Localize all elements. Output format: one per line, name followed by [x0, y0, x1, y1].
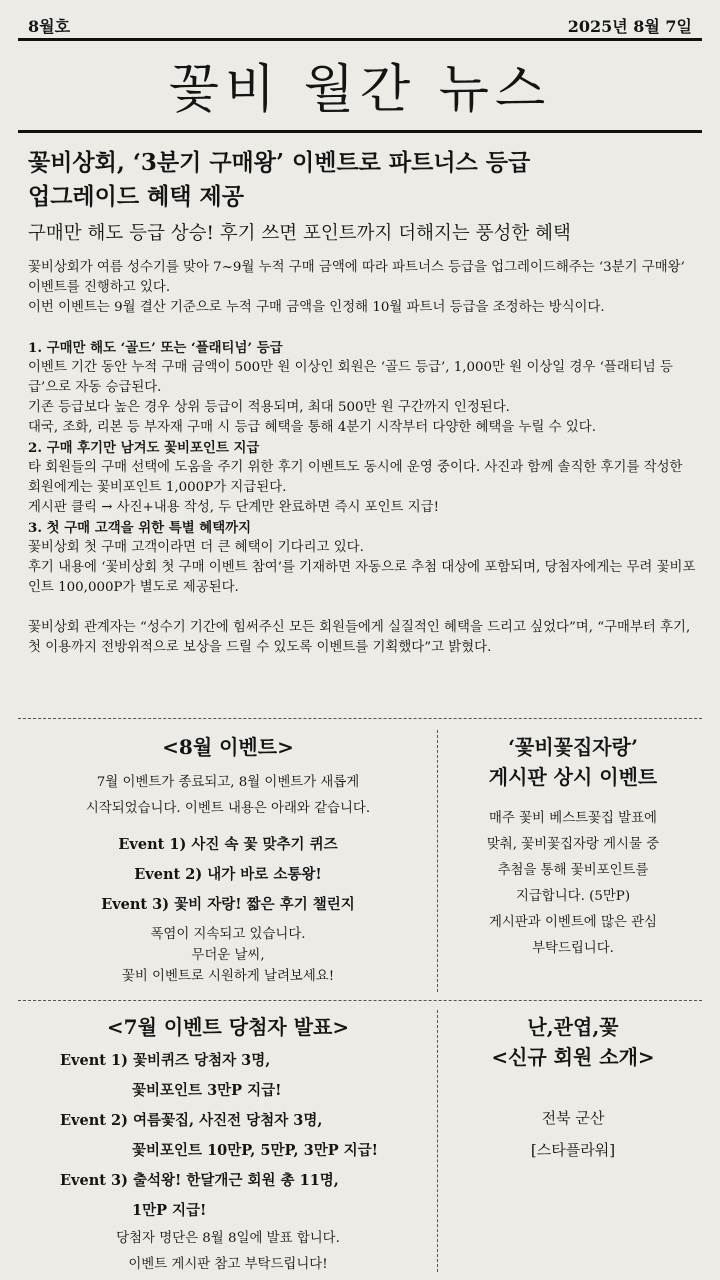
- board-line-2: 맞춰, 꽃비꽃집자랑 게시물 중: [486, 837, 660, 852]
- divider-lower: [18, 1000, 702, 1001]
- july-note-1: 당첨자 명단은 8월 8일에 발표 합니다.: [116, 1231, 340, 1246]
- new-member-region: 전북 군산: [541, 1109, 605, 1127]
- new-member-box: [446, 1012, 700, 1166]
- august-intro-1: 7월 이벤트가 종료되고, 8월 이벤트가 새롭게: [96, 775, 360, 790]
- main-headline: [28, 146, 692, 214]
- top-bar: [28, 10, 692, 40]
- august-event-box: [28, 732, 428, 988]
- july-event-1-a: Event 1) 꽃비퀴즈 당첨자 3명,: [60, 1052, 271, 1069]
- august-event-2: Event 2) 내가 바로 소통왕!: [134, 866, 322, 883]
- masthead-title: 꽃비 월간 뉴스: [168, 59, 552, 120]
- july-note-2: 이벤트 게시판 참고 부탁드립니다!: [128, 1257, 328, 1272]
- section-3-title: 3. 첫 구매 고객을 위한 특별 혜택까지: [28, 520, 252, 536]
- intro-paragraph-2: 이번 이벤트는 9월 결산 기준으로 누적 구매 금액을 인정해 10월 파트너 등급을 조정하는 방식이다.: [28, 300, 605, 315]
- divider-vertical-upper: [437, 730, 438, 992]
- issue-label: 8월호: [28, 16, 71, 36]
- masthead-rule: [18, 130, 702, 133]
- board-event-box: [446, 732, 700, 962]
- section-3-text-b: 후기 내용에 ‘꽃비상회 첫 구매 이벤트 참여’를 기재하면 자동으로 추첨 대상에 포함되며, 당첨자에게는 무려 꽃비포인트 100,000P가 별도로 제공된다.: [28, 560, 696, 595]
- august-outro-2: 무더운 날씨,: [191, 948, 265, 963]
- august-outro-3: 꽃비 이벤트로 시원하게 날려보세요!: [121, 969, 335, 984]
- intro-paragraph-1: 꽃비상회가 여름 성수기를 맞아 7~9월 누적 구매 금액에 따라 파트너스 등급을 업그레이드해주는 ‘3분기 구매왕’ 이벤트를 진행하고 있다.: [28, 260, 685, 295]
- section-3-text-a: 꽃비상회 첫 구매 고객이라면 더 큰 혜택이 기다리고 있다.: [28, 540, 364, 555]
- july-event-2-a: Event 2) 여름꽃집, 사진전 당첨자 3명,: [60, 1112, 323, 1129]
- section-2-title: 2. 구매 후기만 남겨도 꽃비포인트 지급: [28, 440, 260, 456]
- headline-line-1: 꽃비상회, ‘3분기 구매왕’ 이벤트로 파트너스 등급: [28, 149, 531, 176]
- board-line-6: 부탁드립니다.: [532, 941, 614, 956]
- section-1-text-b: 기존 등급보다 높은 경우 상위 등급이 적용되며, 최대 500만 원 구간까지 인정된다.: [28, 400, 510, 415]
- board-line-1: 매주 꽃비 베스트꽃집 발표에: [489, 811, 657, 826]
- new-member-title-1: 난,관엽,꽃: [527, 1015, 619, 1039]
- new-member-title-2: <신규 회원 소개>: [491, 1045, 655, 1069]
- july-winners-title: <7월 이벤트 당첨자 발표>: [106, 1015, 350, 1039]
- august-event-1: Event 1) 사진 속 꽃 맞추기 퀴즈: [118, 836, 338, 853]
- august-intro-2: 시작되었습니다. 이벤트 내용은 아래와 같습니다.: [85, 801, 371, 816]
- august-event-title: <8월 이벤트>: [162, 735, 294, 759]
- july-event-2-b: 꽃비포인트 10만P, 5만P, 3만P 지급!: [132, 1142, 379, 1159]
- divider-upper: [18, 718, 702, 719]
- board-line-4: 지급합니다. (5만P): [515, 889, 631, 904]
- july-winners-list: [28, 1046, 428, 1226]
- new-member-shop: [스타플라워]: [530, 1141, 616, 1159]
- august-outro-1: 폭염이 지속되고 있습니다.: [150, 927, 306, 942]
- july-event-3-b: 1만P 지급!: [132, 1202, 207, 1219]
- july-winners-box: [28, 1012, 428, 1278]
- section-2-text-b: 게시판 클릭 → 사진+내용 작성, 두 단계만 완료하면 즉시 포인트 지급!: [28, 500, 439, 515]
- issue-date: 2025년 8월 7일: [567, 16, 692, 36]
- board-line-5: 게시판과 이벤트에 많은 관심: [489, 915, 657, 930]
- section-1-text-c: 대국, 조화, 리본 등 부자재 구매 시 등급 혜택을 통해 4분기 시작부터 다양한 혜택을 누릴 수 있다.: [28, 420, 596, 435]
- main-article: [28, 258, 698, 658]
- board-event-title-2: 게시판 상시 이벤트: [488, 765, 658, 789]
- section-1-text-a: 이벤트 기간 동안 누적 구매 금액이 500만 원 이상인 회원은 ‘골드 등급’, 1,000만 원 이상일 경우 ‘플래티넘 등급’으로 자동 승급된다.: [28, 360, 673, 395]
- section-2-text-a: 타 회원들의 구매 선택에 도움을 주기 위한 후기 이벤트도 동시에 운영 중이다. 사진과 함께 솔직한 후기를 작성한 회원에게는 꽃비포인트 1,000P가 지급된다.: [28, 460, 683, 495]
- board-event-title-1: ‘꽃비꽃집자랑’: [508, 735, 638, 759]
- section-1-title: 1. 구매만 해도 ‘골드’ 또는 ‘플래티넘’ 등급: [28, 340, 283, 356]
- main-subheadline: 구매만 해도 등급 상승! 후기 쓰면 포인트까지 더해지는 풍성한 혜택: [28, 223, 571, 244]
- headline-line-2: 업그레이드 혜택 제공: [28, 183, 244, 210]
- july-event-3-a: Event 3) 출석왕! 한달개근 회원 총 11명,: [60, 1172, 339, 1189]
- official-quote: 꽃비상회 관계자는 “성수기 기간에 힘써주신 모든 회원들에게 실질적인 혜택을 드리고 싶었다”며, “구매부터 후기, 첫 이용까지 전방위적으로 보상을 드릴 수 있도록 이벤트를 기획했다”고 밝혔다.: [28, 620, 691, 655]
- top-rule: [18, 38, 702, 41]
- board-line-3: 추첨을 통해 꽃비포인트를: [497, 863, 649, 878]
- july-event-1-b: 꽃비포인트 3만P 지급!: [132, 1082, 282, 1099]
- august-event-3: Event 3) 꽃비 자랑! 짧은 후기 챌린지: [101, 896, 355, 913]
- divider-vertical-lower: [437, 1010, 438, 1272]
